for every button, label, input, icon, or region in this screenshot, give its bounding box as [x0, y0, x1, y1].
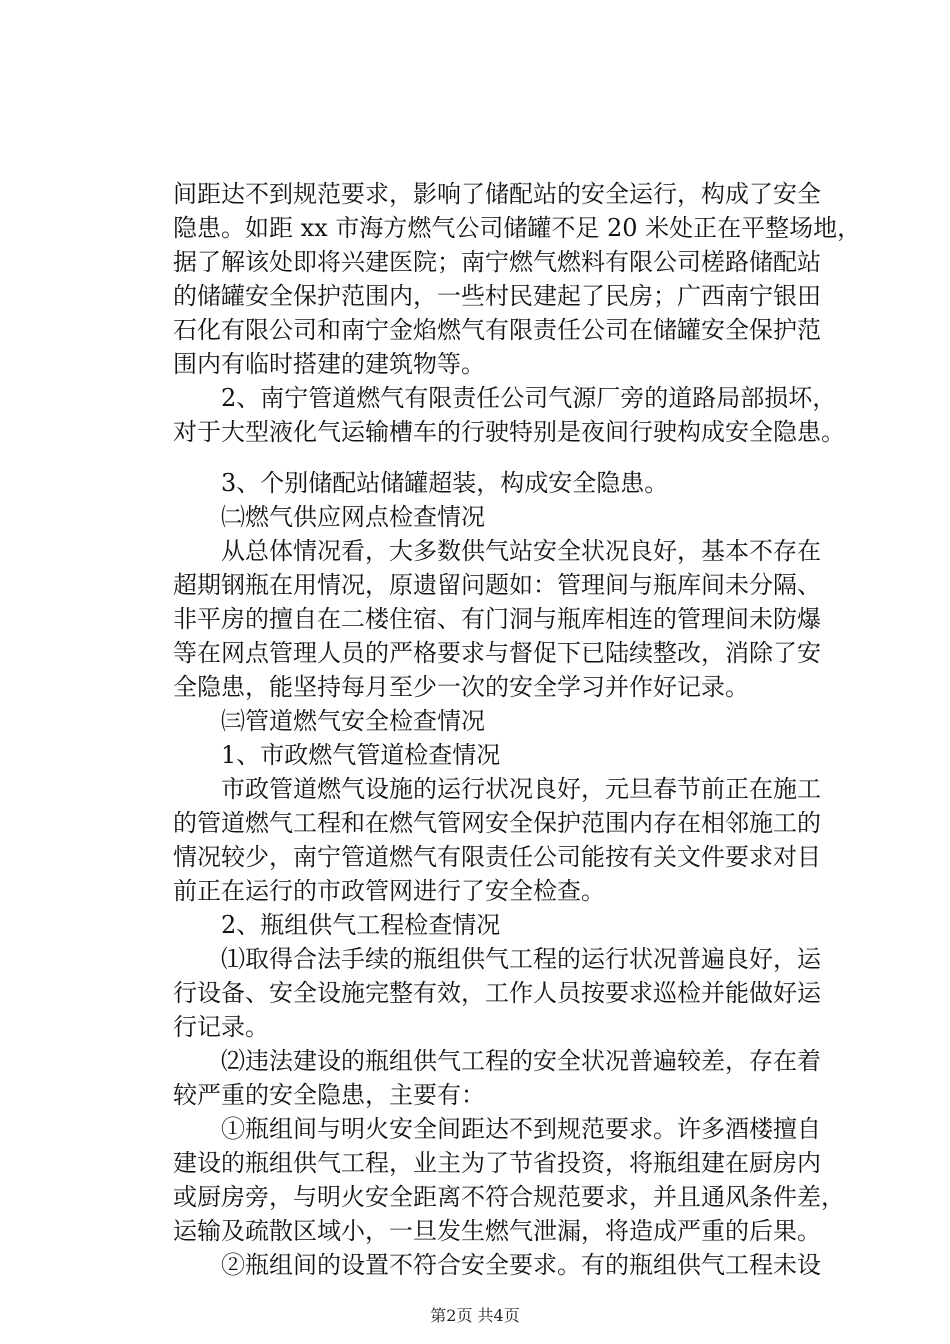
text-line: 行设备、安全设施完整有效，工作人员按要求巡检并能做好运 — [173, 979, 821, 1007]
text-line: 的储罐安全保护范围内，一些村民建起了民房；广西南宁银田 — [173, 282, 821, 310]
text-line: 3、个别储配站储罐超装，构成安全隐患。 — [173, 469, 669, 497]
text-line: ②瓶组间的设置不符合安全要求。有的瓶组供气工程未设 — [173, 1251, 821, 1279]
text-line: 的管道燃气工程和在燃气管网安全保护范围内存在相邻施工的 — [173, 809, 821, 837]
text-line: 据了解该处即将兴建医院；南宁燃气燃料有限公司槎路储配站 — [173, 248, 821, 276]
text-line: 运输及疏散区域小，一旦发生燃气泄漏，将造成严重的后果。 — [173, 1217, 821, 1245]
text-line: ⑵违法建设的瓶组供气工程的安全状况普遍较差，存在着 — [173, 1047, 821, 1075]
text-line: ①瓶组间与明火安全间距达不到规范要求。许多酒楼擅自 — [173, 1115, 821, 1143]
text-line: 行记录。 — [173, 1013, 269, 1041]
subsection-heading: 1、市政燃气管道检查情况 — [173, 741, 501, 769]
text-line: 对于大型液化气运输槽车的行驶特别是夜间行驶构成安全隐患。 — [173, 418, 845, 446]
text-line: 从总体情况看，大多数供气站安全状况良好，基本不存在 — [173, 537, 821, 565]
page-footer: 第2页 共4页 — [430, 1306, 520, 1325]
text-line: 市政管道燃气设施的运行状况良好，元旦春节前正在施工 — [173, 775, 821, 803]
text-line: 前正在运行的市政管网进行了安全检查。 — [173, 877, 605, 905]
text-line: 围内有临时搭建的建筑物等。 — [173, 350, 485, 378]
text-line: 建设的瓶组供气工程，业主为了节省投资，将瓶组建在厨房内 — [173, 1149, 821, 1177]
subsection-heading: 2、瓶组供气工程检查情况 — [173, 911, 501, 939]
text-line: 间距达不到规范要求，影响了储配站的安全运行，构成了安全 — [173, 180, 821, 208]
text-line: 全隐患，能坚持每月至少一次的安全学习并作好记录。 — [173, 673, 749, 701]
section-heading: ㈢管道燃气安全检查情况 — [173, 707, 485, 735]
text-line: 超期钢瓶在用情况，原遗留问题如：管理间与瓶库间未分隔、 — [173, 571, 821, 599]
text-line: 石化有限公司和南宁金焰燃气有限责任公司在储罐安全保护范 — [173, 316, 821, 344]
section-heading: ㈡燃气供应网点检查情况 — [173, 503, 485, 531]
text-line: ⑴取得合法手续的瓶组供气工程的运行状况普遍良好，运 — [173, 945, 821, 973]
text-line: 非平房的擅自在二楼住宿、有门洞与瓶库相连的管理间未防爆 — [173, 605, 821, 633]
text-line: 情况较少，南宁管道燃气有限责任公司能按有关文件要求对目 — [173, 843, 821, 871]
text-line: 或厨房旁，与明火安全距离不符合规范要求，并且通风条件差， — [173, 1183, 845, 1211]
text-line: 隐患。如距 xx 市海方燃气公司储罐不足 20 米处正在平整场地， — [173, 214, 862, 242]
text-line: 等在网点管理人员的严格要求与督促下已陆续整改，消除了安 — [173, 639, 821, 667]
text-line: 较严重的安全隐患，主要有： — [173, 1081, 485, 1109]
text-line: 2、南宁管道燃气有限责任公司气源厂旁的道路局部损坏， — [173, 384, 837, 412]
